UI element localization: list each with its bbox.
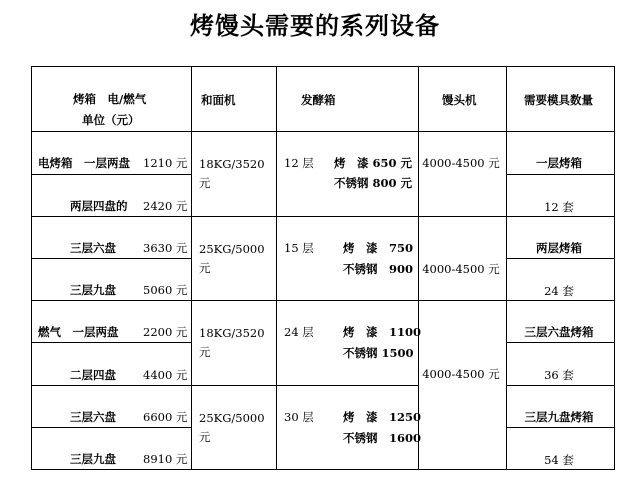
proofer-layers: 15 层 <box>284 241 314 255</box>
header-oven-unit: 单位（元） <box>82 113 140 127</box>
header-bun-machine: 馒头机 <box>442 93 477 107</box>
row-divider <box>506 300 614 301</box>
oven-label: 电烤箱 一层两盘 <box>38 156 130 170</box>
proofer-steel: 不锈钢 800 元 <box>334 176 413 190</box>
oven-label: 两层四盘的 <box>70 199 128 213</box>
proofer-paint: 烤 漆 750 <box>343 241 414 255</box>
proofer-layers: 12 层 <box>284 156 314 170</box>
mixer-unit: 元 <box>199 345 211 359</box>
col-divider <box>506 67 507 469</box>
proofer-paint: 烤 漆 1100 <box>343 325 422 339</box>
proofer-layers: 24 层 <box>284 325 314 339</box>
row-divider <box>506 427 614 428</box>
bun-machine-price: 4000-4500 元 <box>422 367 500 381</box>
proofer-steel: 不锈钢 1600 <box>343 431 422 445</box>
oven-label: 三层九盘 <box>70 283 116 297</box>
row-divider <box>418 216 506 217</box>
mixer-unit: 元 <box>199 176 211 190</box>
row-divider <box>506 342 614 343</box>
mold-type: 三层六盘烤箱 <box>524 325 594 339</box>
mixer-spec: 25KG/5000 <box>199 411 265 425</box>
col-divider <box>276 67 277 469</box>
bun-machine-price: 4000-4500 元 <box>422 262 500 276</box>
proofer-paint: 烤 漆 650 元 <box>334 156 413 170</box>
oven-price: 2200 元 <box>143 325 188 339</box>
mixer-unit: 元 <box>199 261 211 275</box>
oven-label: 燃气 一层两盘 <box>38 325 119 339</box>
oven-price: 5060 元 <box>143 283 188 297</box>
mixer-spec: 18KG/3520 <box>199 326 265 340</box>
header-oven: 烤箱 电/燃气 <box>73 92 147 106</box>
row-divider <box>32 131 614 132</box>
mixer-unit: 元 <box>199 430 211 444</box>
oven-label: 三层六盘 <box>70 241 116 255</box>
row-divider <box>32 427 191 428</box>
header-mixer: 和面机 <box>201 93 236 107</box>
proofer-steel: 不锈钢 1500 <box>343 346 414 360</box>
row-divider <box>32 342 191 343</box>
mixer-spec: 25KG/5000 <box>199 242 265 256</box>
oven-price: 3630 元 <box>143 241 188 255</box>
bun-machine-price: 4000-4500 元 <box>422 156 500 170</box>
oven-price: 1210 元 <box>143 156 188 170</box>
row-divider <box>506 216 614 217</box>
row-divider <box>506 258 614 259</box>
oven-price: 2420 元 <box>143 199 188 213</box>
mold-qty: 54 套 <box>544 453 574 467</box>
row-divider <box>418 300 506 301</box>
oven-label: 二层四盘 <box>70 368 116 382</box>
mold-qty: 36 套 <box>544 368 574 382</box>
row-divider <box>506 385 614 386</box>
row-divider <box>506 174 614 175</box>
mold-type: 两层烤箱 <box>536 241 582 255</box>
oven-label: 三层九盘 <box>70 452 116 466</box>
row-divider <box>32 174 191 175</box>
mixer-spec: 18KG/3520 <box>199 157 265 171</box>
oven-price: 4400 元 <box>143 368 188 382</box>
header-proofer: 发酵箱 <box>301 93 336 107</box>
proofer-paint: 烤 漆 1250 <box>343 410 422 424</box>
mold-qty: 12 套 <box>544 200 574 214</box>
row-divider <box>32 385 418 386</box>
proofer-layers: 30 层 <box>284 410 314 424</box>
page-title: 烤馒头需要的系列设备 <box>190 12 440 40</box>
row-divider <box>32 216 418 217</box>
mold-type: 三层九盘烤箱 <box>524 410 594 424</box>
row-divider <box>32 300 418 301</box>
col-divider <box>191 67 192 469</box>
mold-type: 一层烤箱 <box>536 156 582 170</box>
header-molds: 需要模具数量 <box>524 93 593 107</box>
oven-label: 三层六盘 <box>70 410 116 424</box>
proofer-steel: 不锈钢 900 <box>343 262 414 276</box>
oven-price: 8910 元 <box>143 452 188 466</box>
oven-price: 6600 元 <box>143 410 188 424</box>
mold-qty: 24 套 <box>544 284 574 298</box>
row-divider <box>32 258 191 259</box>
